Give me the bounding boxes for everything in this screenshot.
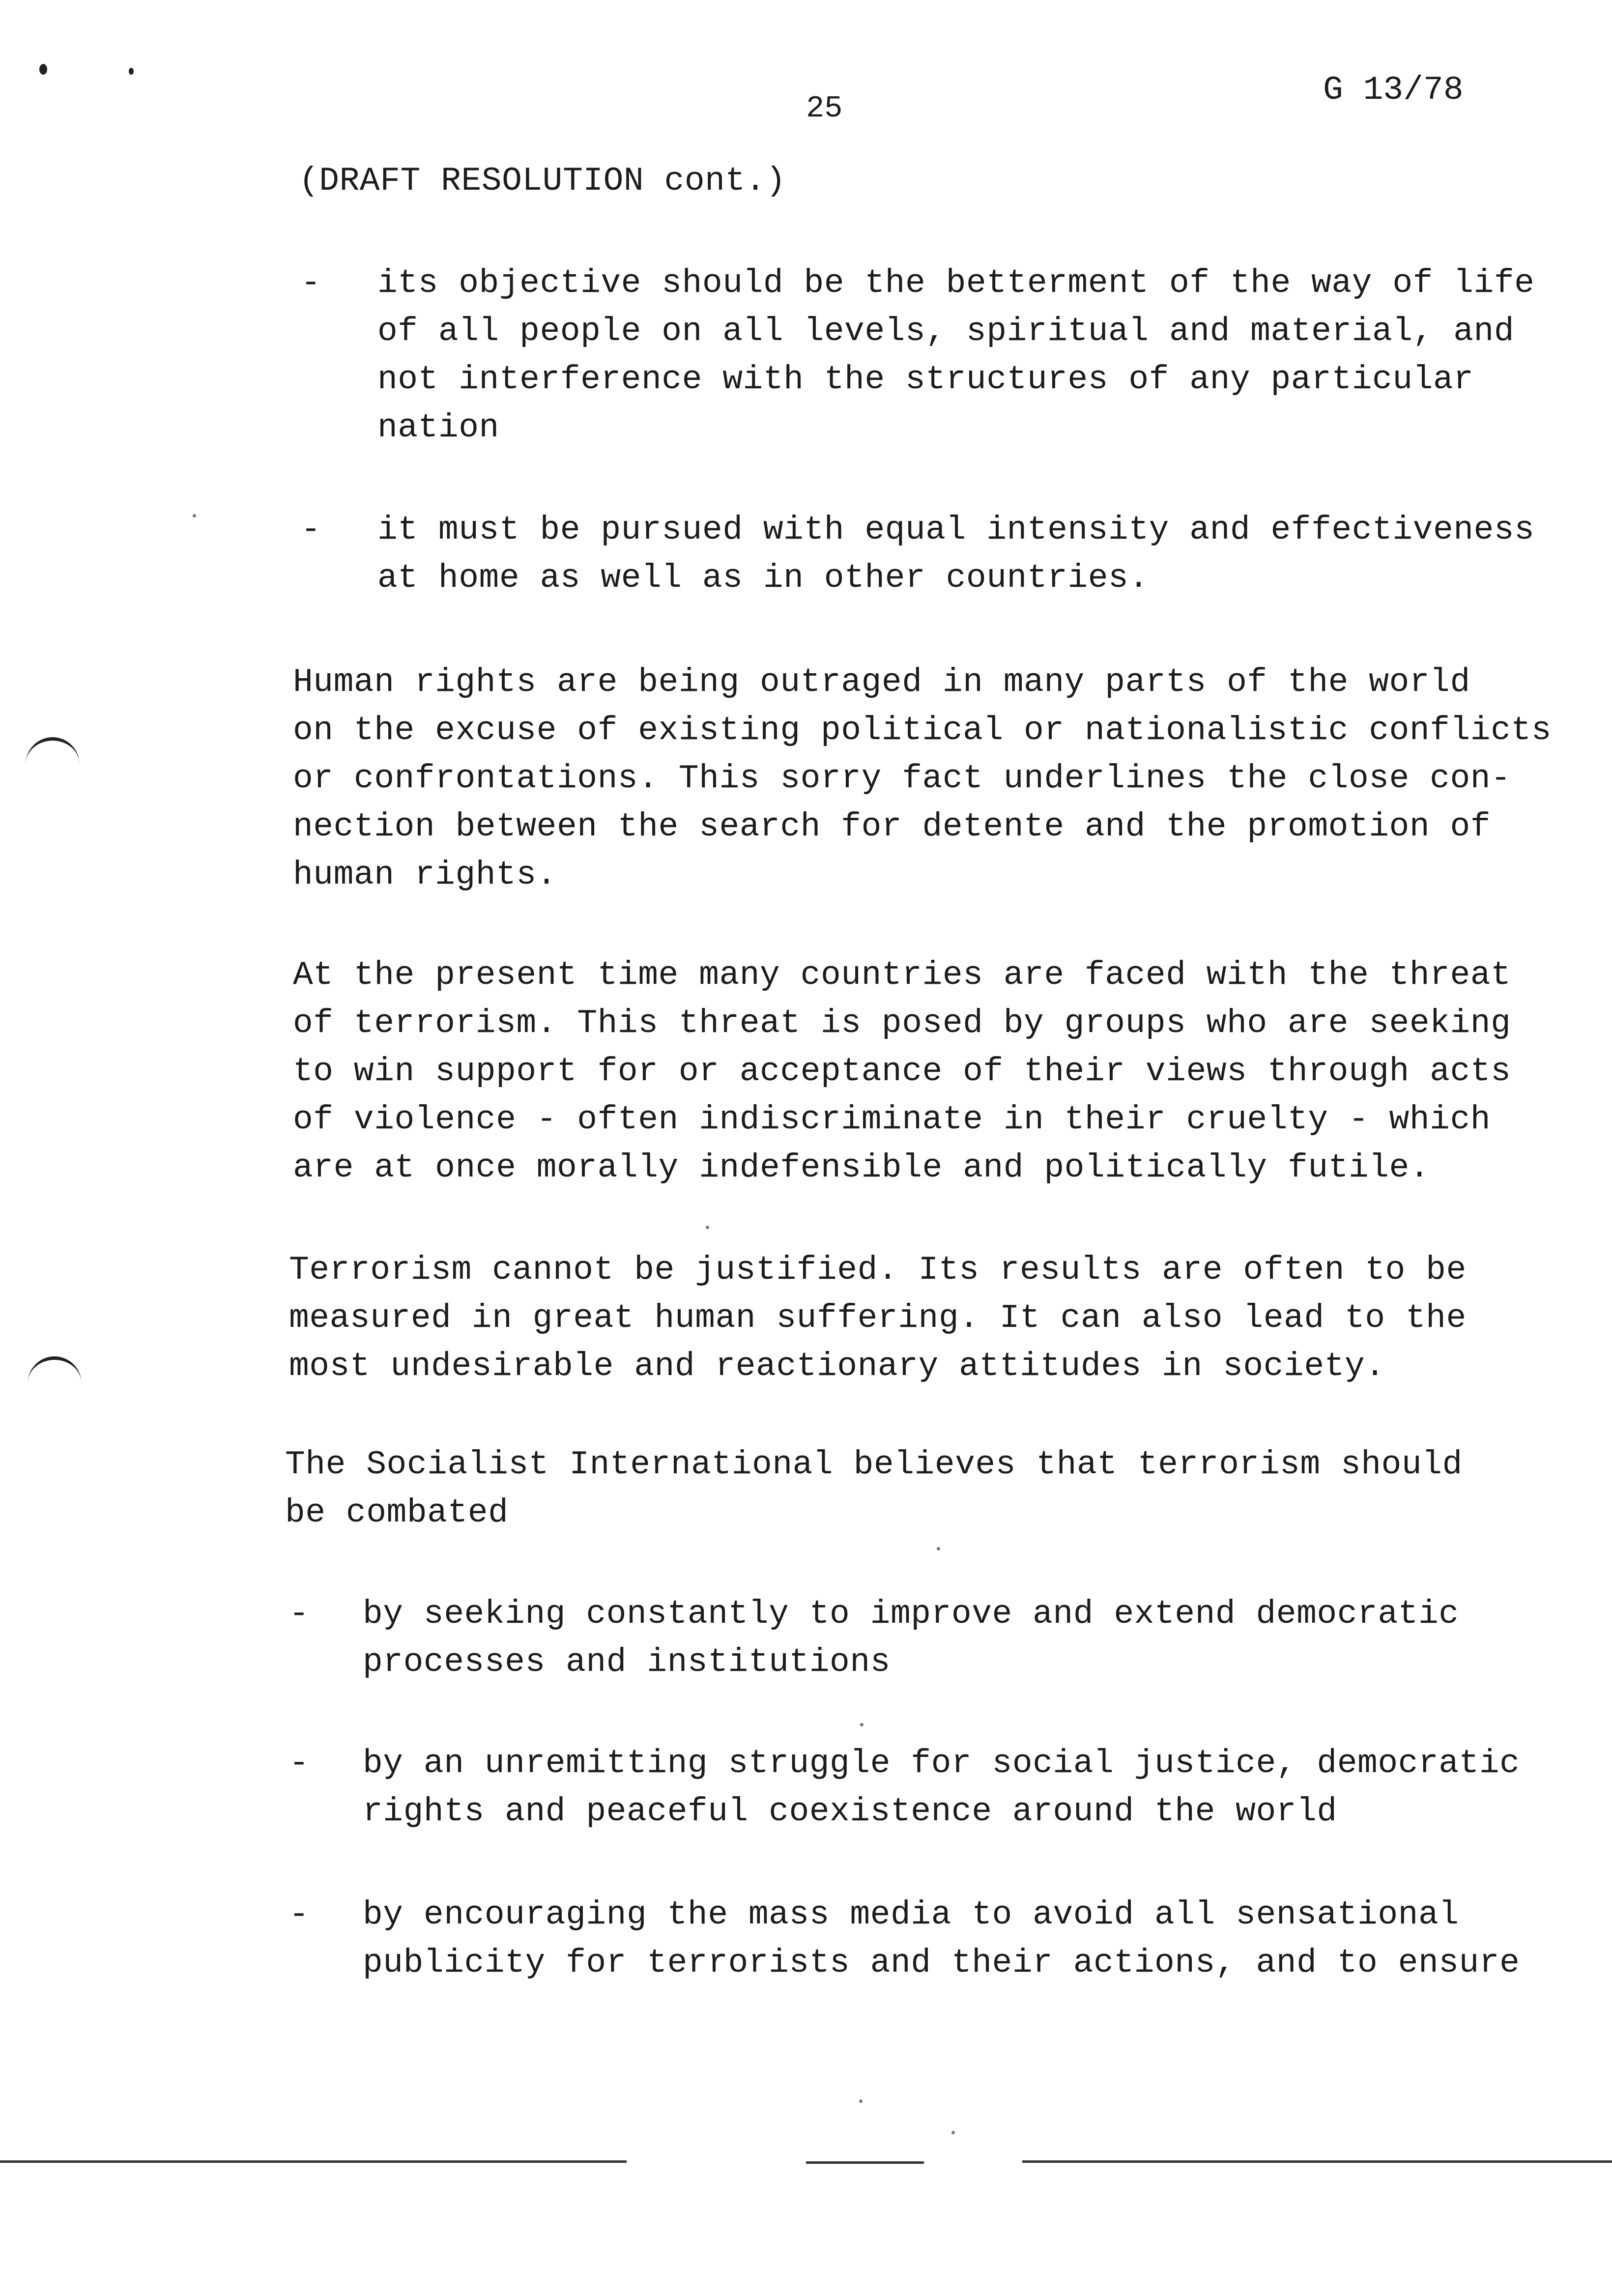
paragraph-line: to win support for or acceptance of their views through acts: [293, 1053, 1511, 1091]
bullet-2-line-2: at home as well as in other countries.: [377, 559, 1149, 597]
bullet-3-line-2: processes and institutions: [363, 1643, 891, 1681]
scan-speck: [860, 1723, 864, 1726]
scan-speck: [859, 2099, 863, 2103]
paragraph-line: are at once morally indefensible and politically futile.: [293, 1149, 1430, 1187]
scan-speck: [706, 1226, 709, 1229]
punch-mark-left: [39, 64, 47, 75]
scan-speck: [937, 1547, 940, 1550]
document-reference: G 13/78: [1323, 71, 1464, 109]
paragraph-line: most undesirable and reactionary attitudes in society.: [289, 1348, 1385, 1385]
bullet-dash: -: [301, 264, 321, 302]
bullet-5-line-1: by encouraging the mass media to avoid all sensational: [363, 1896, 1459, 1934]
paragraph-line: Terrorism cannot be justified. Its results are often to be: [289, 1251, 1467, 1289]
paragraph-line: be combated: [285, 1494, 509, 1532]
bullet-dash: -: [301, 511, 321, 549]
bottom-rule-middle: [806, 2161, 924, 2164]
bullet-dash: -: [289, 1595, 309, 1633]
paragraph-line: on the excuse of existing political or nationalistic conflicts: [293, 712, 1552, 749]
scan-speck: [951, 2131, 955, 2134]
paragraph-line: human rights.: [293, 856, 557, 894]
paragraph-line: nection between the search for detente and the promotion of: [293, 808, 1491, 846]
bottom-rule-left: [0, 2160, 627, 2163]
paragraph-line: of terrorism. This threat is posed by groups who are seeking: [293, 1004, 1511, 1042]
paragraph-line: measured in great human suffering. It can also lead to the: [289, 1299, 1467, 1337]
page-number: 25: [806, 91, 843, 126]
paragraph-line: At the present time many countries are faced with the threat: [293, 956, 1511, 994]
binding-arc-lower: [28, 1356, 82, 1389]
bullet-2-line-1: it must be pursued with equal intensity and effectiveness: [377, 511, 1535, 549]
bullet-4-line-1: by an unremitting struggle for social justice, democratic: [363, 1745, 1520, 1782]
bullet-dash: -: [289, 1745, 309, 1782]
bullet-4-line-2: rights and peaceful coexistence around the world: [363, 1793, 1337, 1831]
paragraph-line: The Socialist International believes that terrorism should: [285, 1446, 1463, 1484]
section-label: (DRAFT RESOLUTION cont.): [299, 162, 786, 200]
paragraph-line: or confrontations. This sorry fact underlines the close con-: [293, 760, 1511, 798]
bullet-dash: -: [289, 1896, 309, 1934]
bullet-1-line-1: its objective should be the betterment of the way of life: [377, 264, 1535, 302]
punch-mark-right: [129, 68, 134, 75]
paragraph-line: of violence - often indiscriminate in their cruelty - which: [293, 1101, 1491, 1139]
bullet-1-line-3: not interference with the structures of any particular: [377, 361, 1474, 399]
bullet-1-line-2: of all people on all levels, spiritual and material, and: [377, 313, 1515, 350]
scan-speck: [193, 514, 196, 517]
paragraph-line: Human rights are being outraged in many parts of the world: [293, 663, 1470, 701]
bullet-3-line-1: by seeking constantly to improve and extend democratic: [363, 1595, 1459, 1633]
bullet-5-line-2: publicity for terrorists and their actions, and to ensure: [363, 1944, 1520, 1982]
bullet-1-line-4: nation: [377, 409, 499, 447]
bottom-rule-right: [1022, 2160, 1612, 2163]
binding-arc-upper: [26, 737, 80, 770]
